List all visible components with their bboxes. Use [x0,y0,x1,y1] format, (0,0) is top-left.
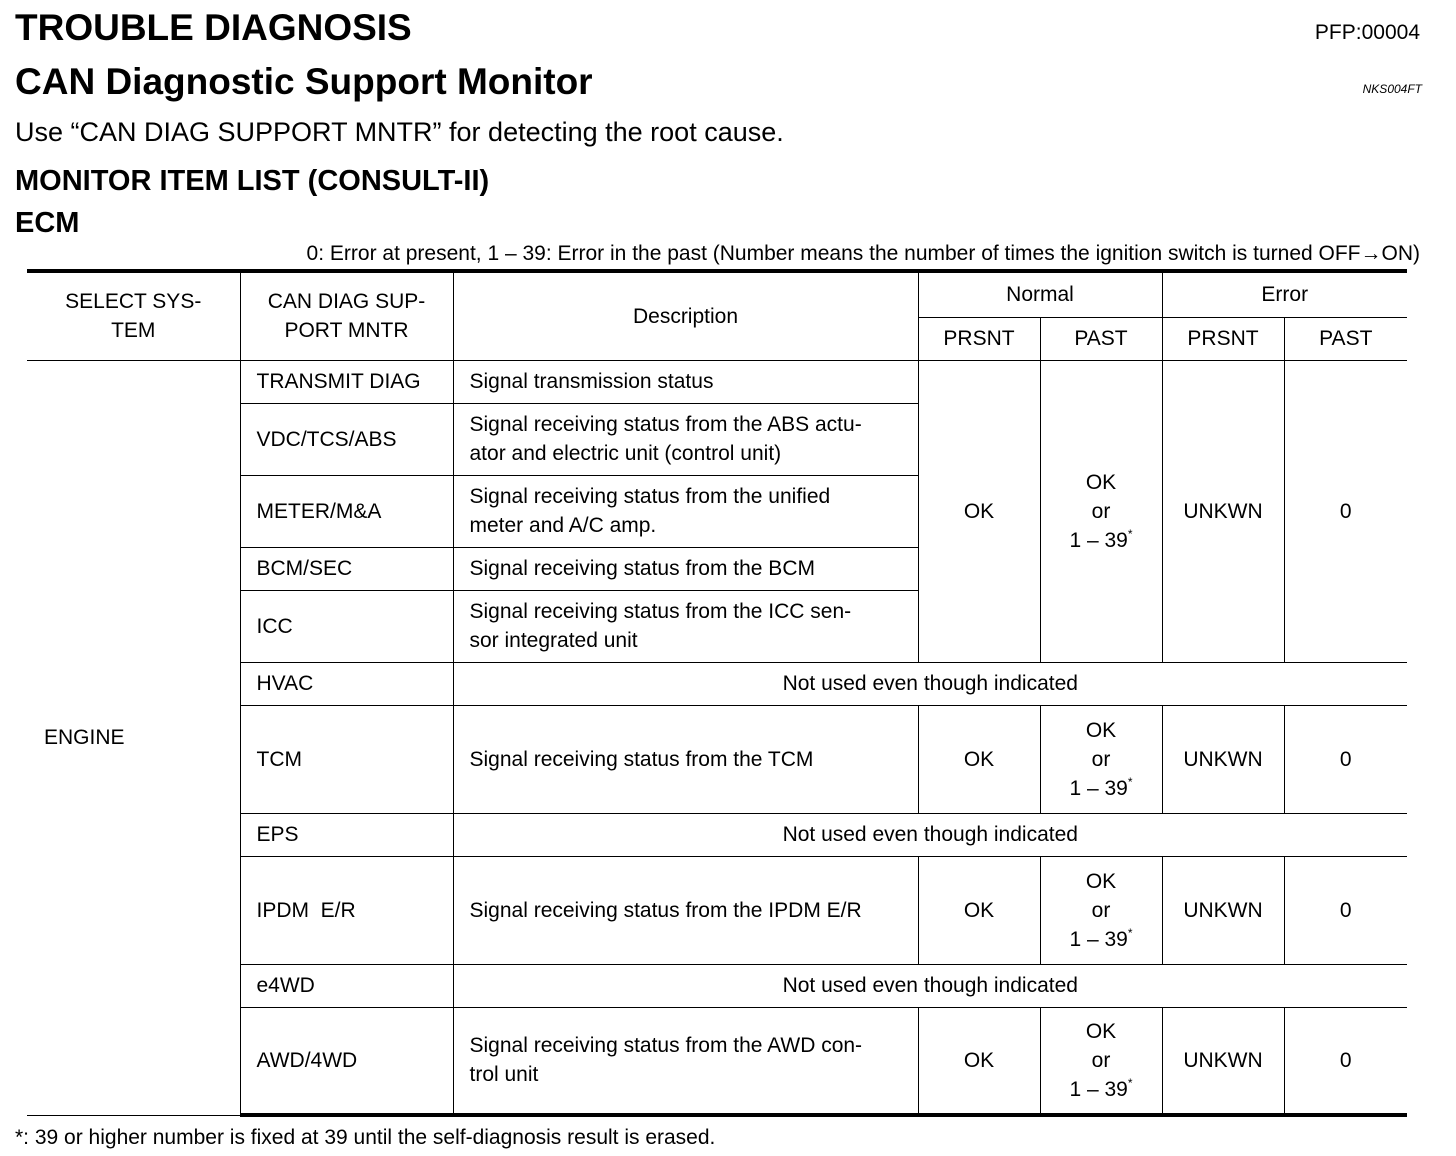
reference-code: NKS004FT [1362,82,1422,96]
header-normal: Normal [918,271,1162,317]
table-row-item: AWD/4WD [240,1007,453,1115]
table-row-item: TRANSMIT DIAG [240,360,453,403]
header-select-system: SELECT SYS- TEM [27,271,240,360]
monitor-item-table [27,269,1407,1117]
error-prsnt-cell: UNKWN [1162,856,1284,964]
header-description: Description [453,271,918,360]
header-error: Error [1162,271,1407,317]
table-row-item: e4WD [240,964,453,1007]
table-row-desc: Signal receiving status from the AWD con- trol unit [453,1007,918,1115]
table-row-desc: Signal receiving status from the ABS actu- ator and electric unit (control unit) [453,403,918,475]
page-title: TROUBLE DIAGNOSIS [15,7,412,48]
part-code: PFP:00004 [1314,21,1420,44]
normal-past-cell: OK or 1 – 39* [1040,705,1162,813]
table-row-item: VDC/TCS/ABS [240,403,453,475]
header-normal-prsnt: PRSNT [918,317,1040,360]
table-row-desc: Signal receiving status from the unified meter and A/C amp. [453,475,918,547]
normal-prsnt-cell: OK [918,856,1040,964]
table-row-item: ICC [240,590,453,662]
table-row-item: IPDM E/R [240,856,453,964]
error-past-cell: 0 [1284,705,1407,813]
normal-prsnt-cell: OK [918,705,1040,813]
table-row-desc: Signal receiving status from the ICC sen- sor integrated unit [453,590,918,662]
not-used-cell: Not used even though indicated [453,964,1407,1007]
table-row-desc: Signal transmission status [453,360,918,403]
module-heading: ECM [15,207,80,239]
not-used-cell: Not used even though indicated [453,813,1407,856]
subsection-heading: MONITOR ITEM LIST (CONSULT-II) [15,165,490,197]
table-row-desc: Signal receiving status from the IPDM E/R [453,856,918,964]
table-row-item: HVAC [240,662,453,705]
error-prsnt-cell: UNKWN [1162,705,1284,813]
error-past-cell: 0 [1284,1007,1407,1115]
table-row-desc: Signal receiving status from the TCM [453,705,918,813]
normal-past-cell: OK or 1 – 39* [1040,360,1162,662]
table-row-item: TCM [240,705,453,813]
header-error-past: PAST [1284,317,1407,360]
system-cell: ENGINE [27,360,240,1115]
error-prsnt-cell: UNKWN [1162,360,1284,662]
table-row-item: METER/M&A [240,475,453,547]
header-can-diag: CAN DIAG SUP- PORT MNTR [240,271,453,360]
not-used-cell: Not used even though indicated [453,662,1407,705]
normal-past-cell: OK or 1 – 39* [1040,856,1162,964]
normal-prsnt-cell: OK [918,1007,1040,1115]
table-row-item: BCM/SEC [240,547,453,590]
table-row-item: EPS [240,813,453,856]
table-row-desc: Signal receiving status from the BCM [453,547,918,590]
error-past-cell: 0 [1284,360,1407,662]
section-title: CAN Diagnostic Support Monitor [15,61,593,102]
header-normal-past: PAST [1040,317,1162,360]
normal-prsnt-cell: OK [918,360,1040,662]
normal-past-cell: OK or 1 – 39* [1040,1007,1162,1115]
footnote: *: 39 or higher number is fixed at 39 until the self-diagnosis result is erased. [15,1126,716,1149]
error-past-cell: 0 [1284,856,1407,964]
legend-note: 0: Error at present, 1 – 39: Error in the past (Number means the number of times the ignition switch is turned OFF→ON) [306,242,1420,265]
error-prsnt-cell: UNKWN [1162,1007,1284,1115]
intro-text: Use “CAN DIAG SUPPORT MNTR” for detecting the root cause. [15,117,784,147]
header-error-prsnt: PRSNT [1162,317,1284,360]
